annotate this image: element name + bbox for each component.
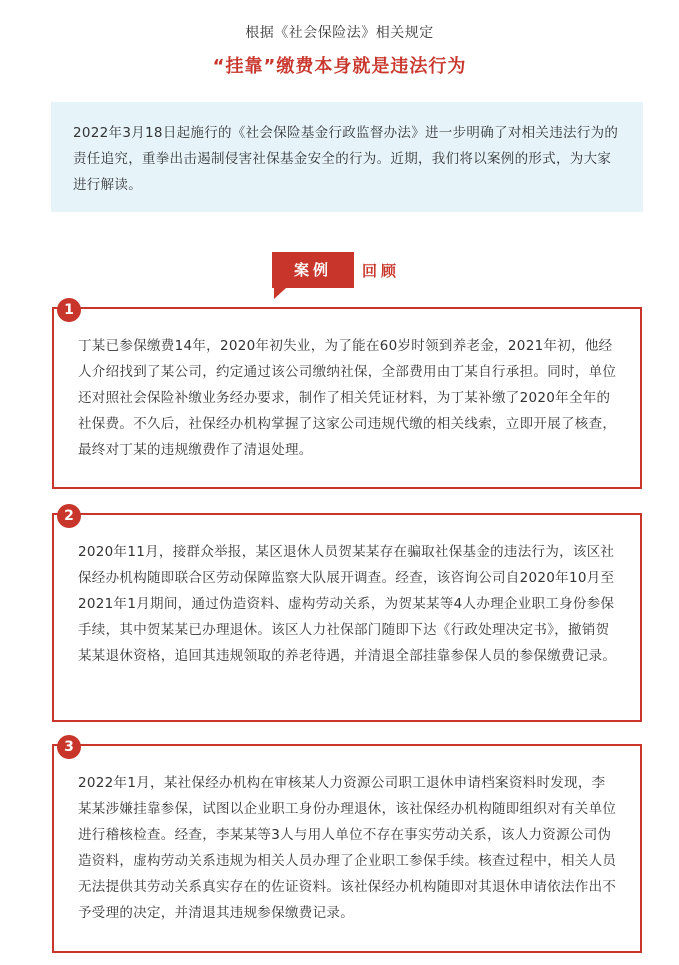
case-card-3 [52,744,642,953]
case-text: 2022年1月，某社保经办机构在审核某人力资源公司职工退休申请档案资料时发现，李某某涉嫌挂靠参保，试图以企业职工身份办理退休，该社保经办机构随即组织对有关单位进行稽核检查。经查，李某某等3人与用人单位不存在事实劳动关系，该人力资源公司伪造资料，虚构劳动关系违规为相关人员办理了企业职工参保手续。核查过程中，相关人员无法提供其劳动关系真实存在的佐证资料。该社保经办机构随即对其退休申请依法作出不予受理的决定，并清退其违规参保缴费记录。 [78,775,617,921]
case-text: 2020年11月，接群众举报，某区退休人员贺某某存在骗取社保基金的违法行为，该区社保经办机构随即联合区劳动保障监察大队展开调查。经查，该咨询公司自2020年10月至2021年1月期间，通过伪造资料、虚构劳动关系，为贺某某等4人办理企业职工身份参保手续，其中贺某某已办理退休。该区人力社保部门随即下达《行政处理决定书》，撤销贺某某退休资格，追回其违规领取的养老待遇，并清退全部挂靠参保人员的参保缴费记录。 [78,544,617,664]
case-number-badge: 2 [57,504,81,528]
section-label: 回顾 [362,262,401,280]
case-card-1 [52,307,642,489]
case-card-2 [52,513,642,722]
intro-box [51,102,643,212]
tag-pointer-icon [274,288,286,299]
case-number-badge: 1 [57,298,81,322]
section-tag: 案例 [272,252,354,288]
article-subtitle: 根据《社会保险法》相关规定 [245,25,434,41]
intro-text: 2022年3月18日起施行的《社会保险基金行政监督办法》进一步明确了对相关违法行为的责任追究，重拳出击遏制侵害社保基金安全的行为。近期，我们将以案例的形式，为大家进行解读。 [73,125,619,193]
article-title: “挂靠”缴费本身就是违法行为 [212,56,467,77]
section-heading [272,252,472,300]
case-number-badge: 3 [57,735,81,759]
case-text: 丁某已参保缴费14年，2020年初失业，为了能在60岁时领到养老金，2021年初，他经人介绍找到了某公司，约定通过该公司缴纳社保，全部费用由丁某自行承担。同时，单位还对照社会保险补缴业务经办要求，制作了相关凭证材料，为丁某补缴了2020年全年的社保费。不久后，社保经办机构掌握了这家公司违规代缴的相关线索，立即开展了核查，最终对丁某的违规缴费作了清退处理。 [78,338,617,458]
